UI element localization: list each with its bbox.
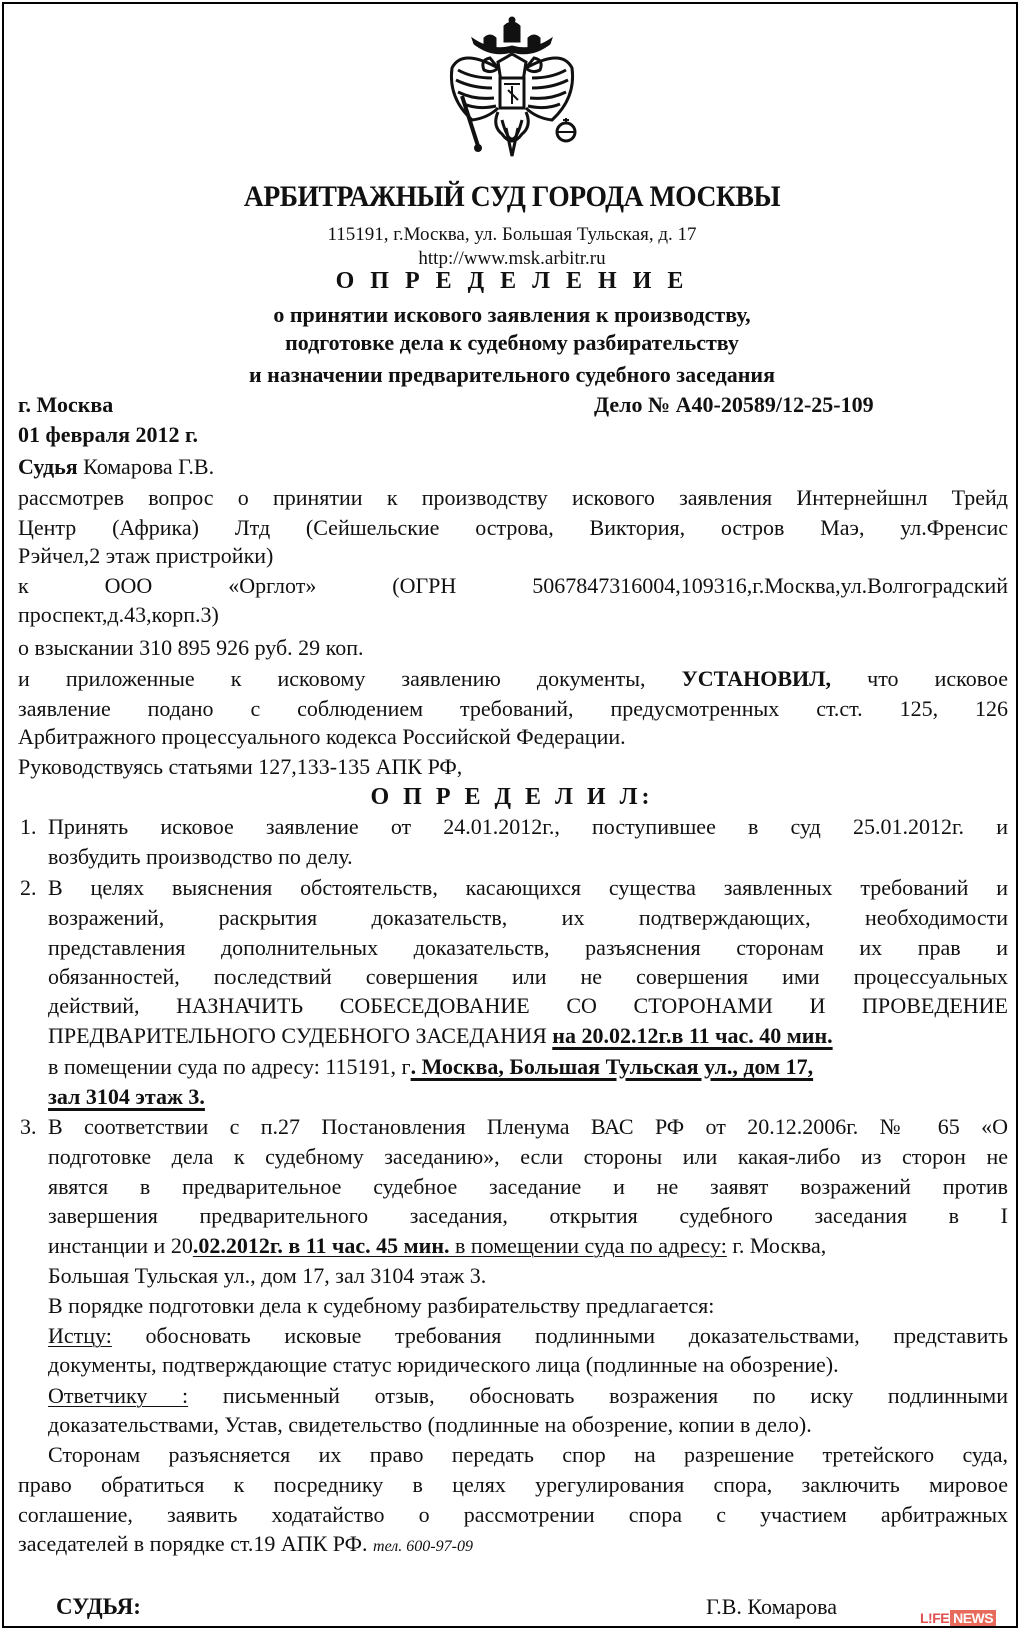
intro-line: к ООО «Орглот» (ОГРН 5067847316004,109316,г.Москва,ул.Волгоградский [18,573,1008,598]
plaintiff-label: Истцу: [48,1323,112,1348]
subtitle-line: подготовке дела к судебному разбирательству [285,330,739,355]
item-line [48,1052,813,1082]
judge-label: Судья [18,454,78,479]
closing-line [18,1529,473,1562]
item-line [48,1082,205,1112]
plaintiff-line: документы, подтверждающие статус юридического лица (подлинные на обозрение). [48,1352,839,1377]
closing-line: соглашение, заявить ходатайство о рассмотрении спора с участием арбитражных [18,1502,1008,1527]
court-name: АРБИТРАЖНЫЙ СУД ГОРОДА МОСКВЫ [243,180,781,213]
trial-datetime: .02.2012г. в 11 час. 45 мин. [192,1233,450,1258]
defendant-label: Ответчику : [48,1383,189,1408]
item-line: подготовке дела к судебному заседанию», если стороны или какая-либо из сторон не [48,1144,1008,1169]
plaintiff-text: обосновать исковые требования подлинными доказательствами, представить [111,1323,1008,1348]
preparation-intro: В порядке подготовки дела к судебному разбирательству предлагается: [48,1293,715,1318]
claim-amount: о взыскании 310 895 926 руб. 29 коп. [18,635,364,660]
ruling-date: 01 февраля 2012 г. [18,422,199,447]
watermark-news: NEWS [950,1610,996,1626]
defendant-line [48,1381,1008,1411]
plaintiff-line [48,1321,1008,1351]
intro-line: рассмотрев вопрос о принятии к производству искового заявления Интернейшнл Трейд [18,485,1008,510]
trial-pre: инстанции и 20 [48,1233,193,1258]
established-word: УСТАНОВИЛ, [681,666,832,691]
closing-last-text: заседателей в порядке ст.19 АПК РФ. [18,1531,368,1556]
lifenews-watermark [920,1609,996,1627]
judge-name: Комарова Г.В. [83,454,215,479]
established-line [18,664,1008,694]
item-line [48,1231,826,1261]
court-address: 115191, г.Москва, ул. Большая Тульская, д. 17 [327,224,697,245]
closing-line: Сторонам разъясняется их право передать спор на разрешение третейского суда, [48,1442,1008,1467]
intro-line: Центр (Африка) Лтд (Сейшельские острова, Виктория, остров Маэ, ул.Френсис [18,515,1008,540]
case-number: Дело № А40-20589/12-25-109 [594,392,874,417]
item-line: обязанностей, последствий совершения или не совершения ими процессуальных [48,964,1008,989]
hearing-address-pre: в помещении суда по адресу: 115191, г [48,1054,411,1079]
hearing-address: . Москва, Большая Тульская ул., дом 17, [410,1054,814,1079]
court-website[interactable]: http://www.msk.arbitr.ru [418,248,606,269]
established-post: что исковое [867,666,1008,691]
item-line: Большая Тульская ул., дом 17, зал 3104 этаж 3. [48,1263,487,1288]
closing-line: право обратиться к посреднику в целях урегулирования спора, заключить мировое [18,1472,1008,1497]
item-line: В соответствии с п.27 Постановления Пленума ВАС РФ от 20.12.2006г. № 65 «О [48,1114,1008,1139]
established-line: заявление подано с соблюдением требований, предусмотренных ст.ст. 125, 126 [18,696,1008,721]
subtitle-line: о принятии искового заявления к производству, [273,302,751,327]
trial-address-label: в помещении суда по адресу: [449,1233,727,1258]
hearing-datetime: на 20.02.12г.в 11 час. 40 мин. [552,1023,833,1048]
intro-line: Рэйчел,2 этаж пристройки) [18,543,274,568]
item-line: действий, НАЗНАЧИТЬ СОБЕСЕДОВАНИЕ СО СТОРОНАМИ И ПРОВЕДЕНИЕ [48,993,1008,1018]
defendant-text: письменный отзыв, обосновать возражения по иску подлинными [188,1383,1008,1408]
judge-line [18,452,214,482]
item-line: возбудить производство по делу. [48,844,353,869]
item-line: Принять исковое заявление от 24.01.2012г., поступившее в суд 25.01.2012г. и [48,814,1008,839]
hearing-room: зал 3104 этаж 3. [48,1084,205,1109]
decided-heading: О П Р Е Д Е Л И Л: [370,784,654,810]
document-title: О П Р Е Д Е Л Е Н И Е [335,268,689,294]
watermark-life: L!FE [920,1610,950,1626]
subtitle-line: и назначении предварительного судебного заседания [249,362,775,387]
intro-line: проспект,д.43,корп.3) [18,602,219,627]
guided-by: Руководствуясь статьями 127,133-135 АПК РФ, [18,754,463,779]
item-number: 2. [20,875,37,900]
defendant-line: доказательствами, Устав, свидетельство (подлинные на обозрение, копии в дело). [48,1412,812,1437]
signature-name: Г.В. Комарова [706,1594,837,1619]
item-line: представления дополнительных доказательств, разъяснения сторонам их прав и [48,935,1008,960]
item-line: В целях выяснения обстоятельств, касающихся существа заявленных требований и [48,875,1008,900]
phone-number: тел. 600-97-09 [373,1538,473,1555]
signature-label: СУДЬЯ: [56,1594,141,1619]
item-line: завершения предварительного заседания, открытия судебного заседания в I [48,1203,1008,1228]
city: г. Москва [18,392,114,417]
item-line [48,1021,833,1051]
item-number: 1. [20,814,37,839]
established-pre: и приложенные к исковому заявлению документы, [18,666,646,691]
item-number: 3. [20,1114,37,1139]
established-line: Арбитражного процессуального кодекса Российской Федерации. [18,724,626,749]
trial-city: г. Москва, [726,1233,827,1258]
item-line: возражений, раскрытия доказательств, их подтверждающих, необходимости [48,905,1008,930]
hearing-label: ПРЕДВАРИТЕЛЬНОГО СУДЕБНОГО ЗАСЕДАНИЯ [48,1023,553,1048]
coat-of-arms-icon [432,8,592,166]
item-line: явятся в предварительное судебное заседание и не заявят возражений против [48,1174,1008,1199]
